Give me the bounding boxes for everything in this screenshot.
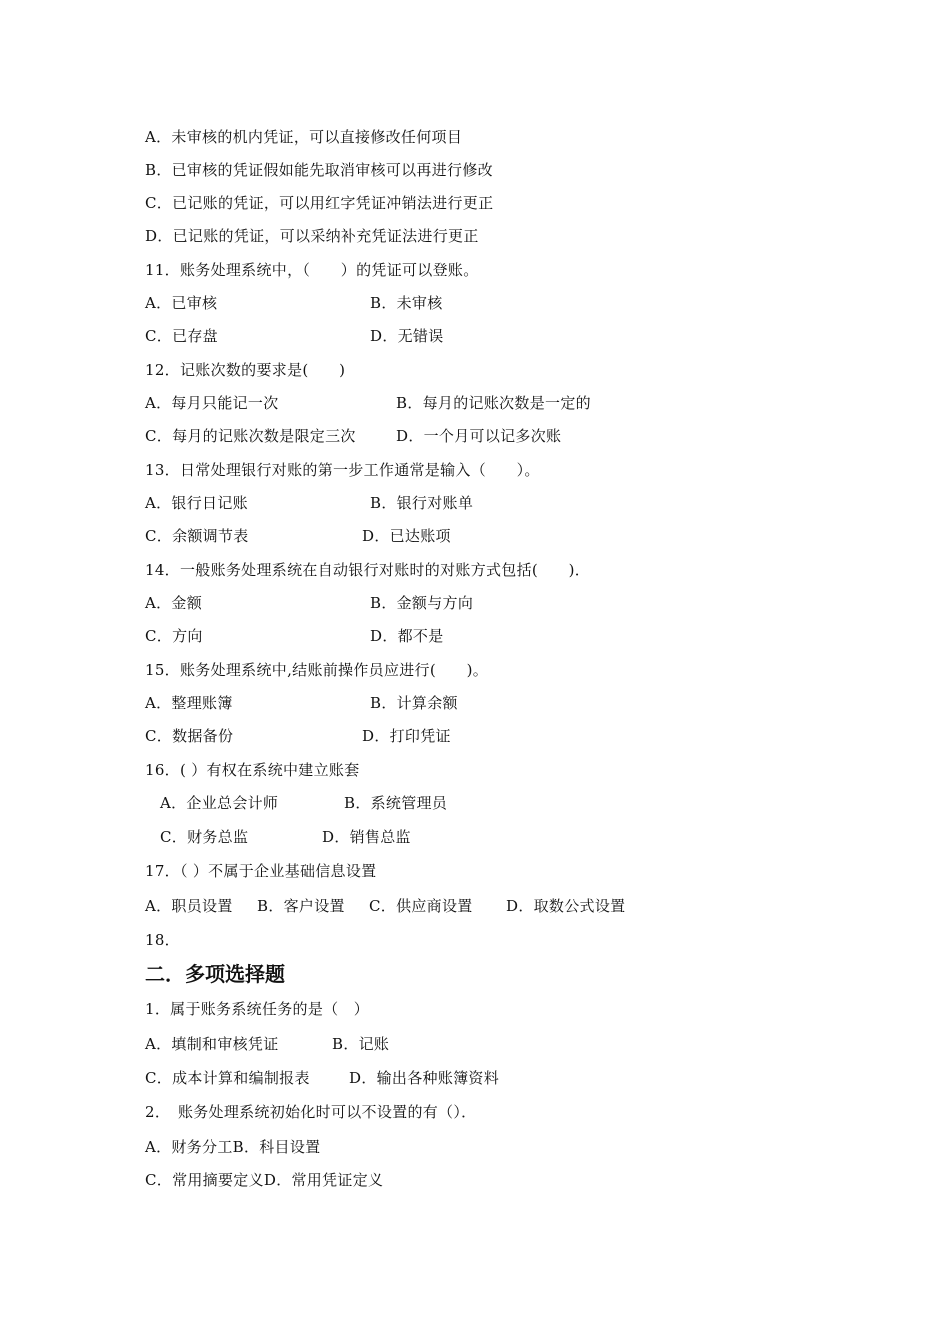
option-d: D．打印凭证 [362, 727, 451, 745]
option-a: A．银行日记账 [145, 494, 248, 512]
option-b: B．金额与方向 [370, 594, 474, 612]
question-15: 15．账务处理系统中,结账前操作员应进行( )。 [145, 661, 489, 679]
option-d: D．取数公式设置 [506, 897, 626, 915]
option-a: A．整理账簿 [145, 694, 233, 712]
option-d: D．销售总监 [322, 828, 411, 846]
option-c: C．供应商设置 [369, 897, 473, 915]
option-line: D．已记账的凭证，可以采纳补充凭证法进行更正 [145, 227, 479, 245]
option-b: B．未审核 [370, 294, 443, 312]
option-d: D．无错误 [370, 327, 444, 345]
option-c: C．方向 [145, 627, 203, 645]
option-a: A．填制和审核凭证 [145, 1035, 279, 1053]
option-b: B．每月的记账次数是一定的 [396, 394, 591, 412]
question-m2: 2． 账务处理系统初始化时可以不设置的有（）． [145, 1103, 477, 1121]
option-d: D．已达账项 [362, 527, 451, 545]
question-16: 16．( ）有权在系统中建立账套 [145, 761, 360, 779]
option-c: C．已存盘 [145, 327, 218, 345]
option-line: C．常用摘要定义D．常用凭证定义 [145, 1171, 384, 1189]
option-a: A．已审核 [145, 294, 218, 312]
option-d: D．输出各种账簿资料 [349, 1069, 500, 1087]
option-b: B．记账 [332, 1035, 390, 1053]
option-line: A．未审核的机内凭证，可以直接修改任何项目 [145, 128, 463, 146]
option-c: C．每月的记账次数是限定三次 [145, 427, 356, 445]
option-a: A．职员设置 [145, 897, 233, 915]
option-b: B．银行对账单 [370, 494, 474, 512]
option-c: C．数据备份 [145, 727, 234, 745]
option-a: A．每月只能记一次 [145, 394, 279, 412]
question-18: 18． [145, 931, 180, 949]
option-d: D．一个月可以记多次账 [396, 427, 562, 445]
option-a: A．金额 [145, 594, 203, 612]
question-14: 14．一般账务处理系统在自动银行对账时的对账方式包括( )． [145, 561, 591, 579]
option-line: C．已记账的凭证，可以用红字凭证冲销法进行更正 [145, 194, 494, 212]
question-m1: 1．属于账务系统任务的是（ ） [145, 1000, 370, 1018]
section-heading: 二．多项选择题 [145, 962, 285, 986]
option-c: C．成本计算和编制报表 [145, 1069, 310, 1087]
option-b: B．客户设置 [257, 897, 345, 915]
option-b: B．系统管理员 [344, 794, 448, 812]
option-c: C．财务总监 [160, 828, 249, 846]
question-17: 17．（ ）不属于企业基础信息设置 [145, 862, 377, 880]
option-c: C．余额调节表 [145, 527, 249, 545]
question-13: 13．日常处理银行对账的第一步工作通常是输入（ ）。 [145, 461, 540, 479]
option-line: B．已审核的凭证假如能先取消审核可以再进行修改 [145, 161, 493, 179]
question-11: 11．账务处理系统中，（ ）的凭证可以登账。 [145, 261, 479, 279]
option-a: A．企业总会计师 [160, 794, 279, 812]
option-b: B．计算余额 [370, 694, 458, 712]
option-line: A．财务分工B．科目设置 [145, 1138, 321, 1156]
question-12: 12．记账次数的要求是( ) [145, 361, 346, 379]
option-d: D．都不是 [370, 627, 444, 645]
